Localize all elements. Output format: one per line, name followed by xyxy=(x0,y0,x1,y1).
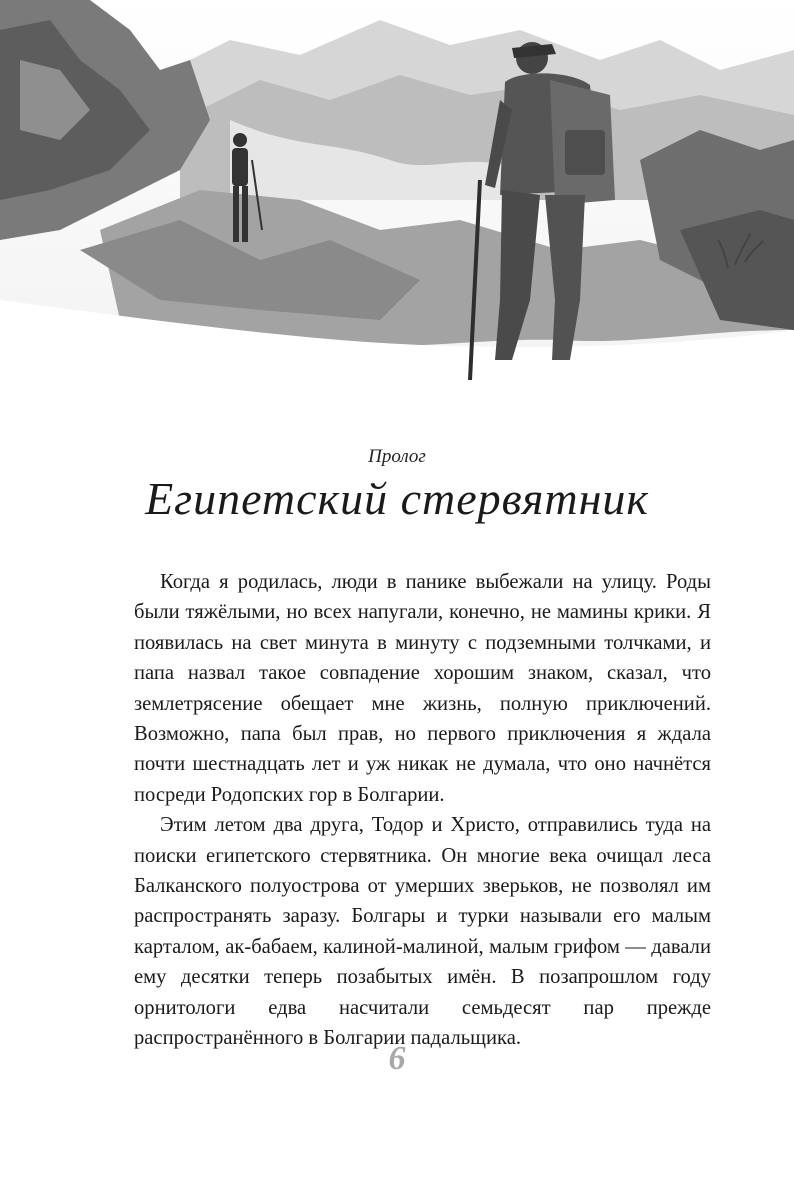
body-text xyxy=(134,567,711,1054)
mountain-hikers-illustration xyxy=(0,0,794,390)
chapter-title: Египетский стервятник xyxy=(145,473,649,524)
paragraph: Когда я родилась, люди в панике выбежали на улицу. Роды были тяжёлыми, но всех напугали, конечно, не мамины крики. Я появилась на свет минута в минуту с подземными толчками, и папа назвал такое совпадение хорошим знаком, сказал, что землетрясение обещает мне жизнь, полную приключений. Возможно, папа был прав, но первого приключения я ждала почти шестнадцать лет и уж никак не думала, что оно начнётся посреди Родопских гор в Болгарии. xyxy=(134,571,711,806)
paragraph: Этим летом два друга, Тодор и Христо, отправились туда на поиски египетского стервятника. Он многие века очищал леса Балканского полуострова от умерших зверьков, не позволял им распространять заразу. Болгары и турки называли его малым карталом, ак-бабаем, калиной-малиной, малым грифом — давали ему десятки теперь позабытых имён. В позапрошлом году орнитологи едва насчитали семьдесят пар прежде распространённого в Болгарии падальщика. xyxy=(134,814,711,1050)
page-number: 6 xyxy=(388,1040,406,1077)
prologue-label: Пролог xyxy=(368,446,426,467)
